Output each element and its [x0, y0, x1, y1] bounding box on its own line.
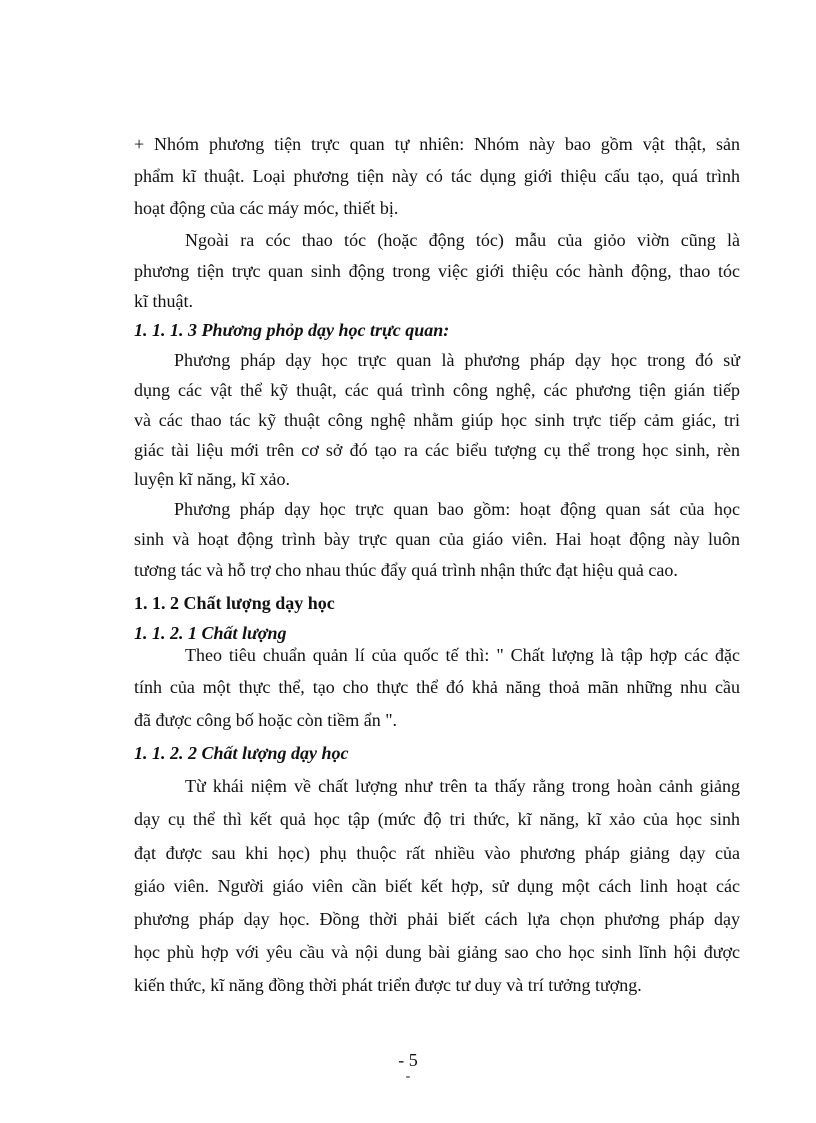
text-line: kĩ thuật. — [134, 291, 193, 311]
text-line: Từ khái niệm về chất lượng như trên ta thấy rằng trong hoàn cảnh giảng — [185, 776, 740, 796]
text-line: Ngoài ra cóc thao tóc (hoặc động tóc) mẫu của giỏo viờn cũng là — [185, 230, 740, 250]
text-line: tính của một thực thể, tạo cho thực thể đó khả năng thoả mãn những nhu cầu — [134, 677, 740, 697]
text-line: tương tác và hỗ trợ cho nhau thúc đẩy quá trình nhận thức đạt hiệu quả cao. — [134, 560, 678, 580]
text-line: Phương pháp dạy học trực quan bao gồm: hoạt động quan sát của học — [174, 499, 740, 519]
text-line: Theo tiêu chuẩn quản lí của quốc tế thì: " Chất lượng là tập hợp các đặc — [185, 645, 740, 665]
text-line: phương tiện trực quan sinh động trong việc giới thiệu cóc hành động, thao tóc — [134, 261, 740, 281]
section-heading: 1. 1. 2. 1 Chất lượng — [134, 623, 287, 643]
text-line: giác tài liệu mới trên cơ sở đó tạo ra các biểu tượng cụ thể trong học sinh, rèn — [134, 440, 740, 460]
text-line: phẩm kĩ thuật. Loại phương tiện này có tác dụng giới thiệu cấu tạo, quá trình — [134, 166, 740, 186]
section-heading: 1. 1. 2. 2 Chất lượng dạy học — [134, 743, 349, 763]
text-line: Phương pháp dạy học trực quan là phương pháp dạy học trong đó sử — [174, 350, 740, 370]
text-line: đã được công bố hoặc còn tiềm ẩn ". — [134, 710, 398, 730]
section-heading: 1. 1. 1. 3 Phương phỏp dạy học trực quan: — [134, 320, 450, 340]
text-line: và các thao tác kỹ thuật công nghệ nhằm giúp học sinh trực tiếp cảm giác, tri — [134, 410, 740, 430]
text-line: + Nhóm phương tiện trực quan tự nhiên: Nhóm này bao gồm vật thật, sản — [134, 134, 740, 154]
text-line: hoạt động của các máy móc, thiết bị. — [134, 198, 399, 218]
text-line: dụng các vật thể kỹ thuật, các quá trình công nghệ, các phương tiện gián tiếp — [134, 380, 740, 400]
section-heading: 1. 1. 2 Chất lượng dạy học — [134, 593, 335, 613]
text-line: phương pháp dạy học. Đồng thời phải biết cách lựa chọn phương pháp dạy — [134, 909, 740, 929]
text-line: học phù hợp với yêu cầu và nội dung bài giảng sao cho học sinh lĩnh hội được — [134, 942, 740, 962]
text-line: sinh và hoạt động trình bày trực quan của giáo viên. Hai hoạt động này luôn — [134, 529, 740, 549]
page-number-dash: - — [405, 1069, 411, 1084]
page-number: - 5 — [398, 1050, 418, 1070]
text-line: kiến thức, kĩ năng đồng thời phát triển được tư duy và trí tưởng tượng. — [134, 975, 642, 995]
text-line: dạy cụ thể thì kết quả học tập (mức độ tri thức, kĩ năng, kĩ xảo của học sinh — [134, 809, 740, 829]
text-line: giáo viên. Người giáo viên cần biết kết hợp, sử dụng một cách linh hoạt các — [134, 876, 740, 896]
text-line: luyện kĩ năng, kĩ xảo. — [134, 469, 290, 489]
text-line: đạt được sau khi học) phụ thuộc rất nhiều vào phương pháp giảng dạy của — [134, 843, 740, 863]
